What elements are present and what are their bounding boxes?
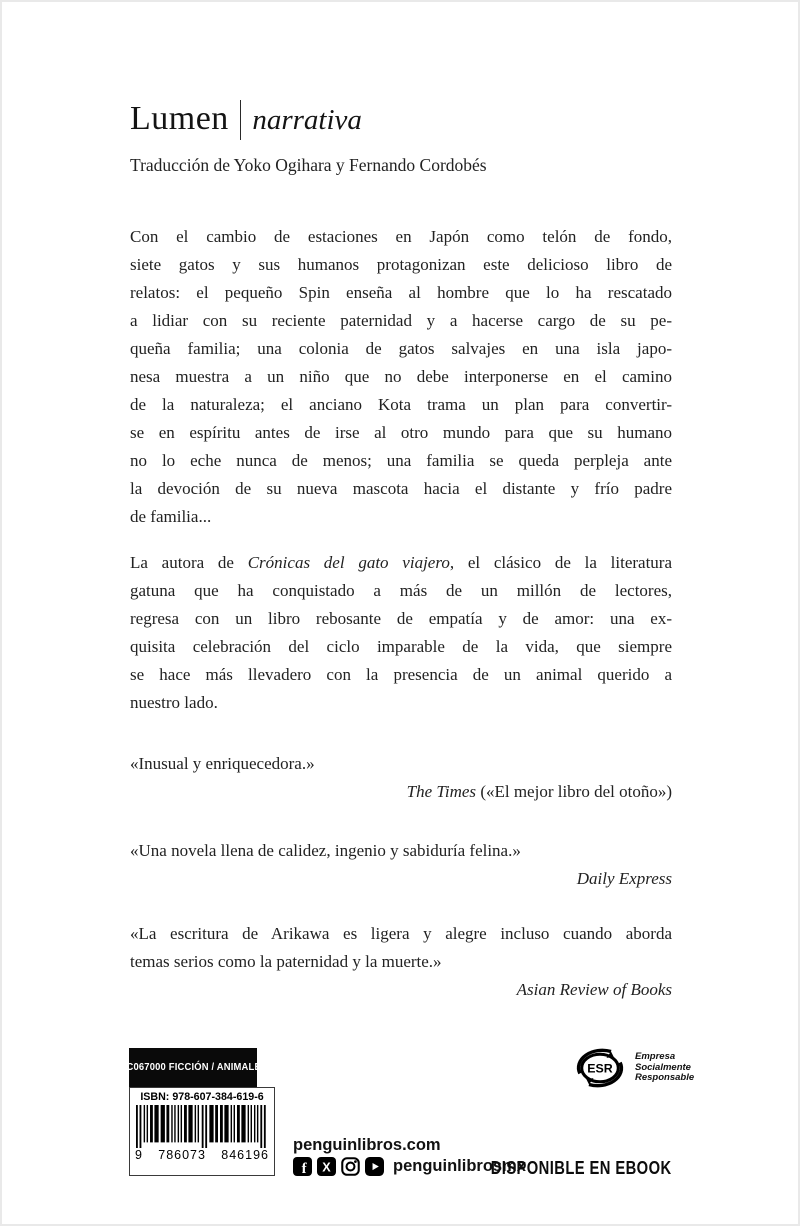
review-quote-text: [130, 837, 672, 865]
svg-text:ESR: ESR: [587, 1061, 613, 1076]
review-quote-line: «Inusual y enriquecedora.»: [130, 754, 315, 773]
text-line: nuestro lado.: [130, 693, 218, 712]
category-code-box: [118, 1048, 268, 1087]
ebook-availability-notice: DISPONIBLE EN EBOOK: [491, 1158, 672, 1178]
book-title-reference: Crónicas del gato viajero: [247, 553, 450, 572]
review-quote-3: [130, 920, 672, 1004]
text-line: se hace más llevadero con la presencia de un animal querido a: [130, 665, 672, 684]
synopsis-paragraph-1: [130, 223, 672, 531]
review-quote-text: [130, 750, 672, 778]
svg-text:X: X: [322, 1160, 331, 1175]
esr-caption-line: Empresa: [635, 1051, 676, 1063]
text-line: se en espíritu antes de irse al otro mundo para que su humano: [130, 423, 672, 442]
text-segment: La autora de: [130, 553, 248, 572]
text-line: gatuna que ha conquistado a más de un millón de lectores,: [130, 581, 672, 600]
review-source-name: Daily Express: [576, 869, 672, 888]
text-line: no lo eche nunca de menos; una familia se queda perpleja ante: [130, 451, 672, 470]
text-line: quisita celebración del ciclo imparable de la vida, que siempre: [130, 637, 672, 656]
x-twitter-icon: [317, 1157, 336, 1176]
isbn-barcode-box: [129, 1087, 275, 1176]
brand-divider: [240, 100, 242, 140]
review-source: [130, 778, 672, 806]
barcode-digit-group: 9: [135, 1148, 143, 1162]
social-handle: penguinlibrosmx: [393, 1157, 526, 1175]
collection-name: narrativa: [252, 104, 362, 136]
review-quote-text: [130, 920, 672, 976]
text-line: regresa con un libro rebosante de empatía y de amor: una ex-: [130, 609, 672, 628]
esr-caption-line: Responsable: [635, 1072, 695, 1084]
barcode-bars: [136, 1105, 268, 1148]
publisher-website: penguinlibros.com: [293, 1136, 441, 1154]
review-source-name: Asian Review of Books: [516, 980, 672, 999]
text-line: Con el cambio de estaciones en Japón como telón de fondo,: [130, 227, 672, 246]
facebook-icon: [293, 1157, 312, 1176]
isbn-label: ISBN: 978-607-384-619-6: [140, 1091, 264, 1103]
text-line: queña familia; una colonia de gatos salvajes en una isla japo-: [130, 339, 672, 358]
review-source-note: («El mejor libro del otoño»): [476, 782, 672, 801]
translation-credit: Traducción de Yoko Ogihara y Fernando Cordobés: [130, 155, 487, 175]
review-source-name: The Times: [406, 782, 477, 801]
review-quote-line: «Una novela llena de calidez, ingenio y sabiduría felina.»: [130, 841, 521, 860]
publisher-logo: Lumen: [130, 100, 229, 137]
text-line: relatos: el pequeño Spin enseña al hombre que lo ha rescatado: [130, 283, 672, 302]
review-source: [130, 976, 672, 1004]
esr-caption: [635, 1052, 694, 1084]
text-line: de la naturaleza; el anciano Kota trama un plan para convertir-: [130, 395, 672, 414]
barcode-digits: [130, 1148, 274, 1162]
text-line: nesa muestra a un niño que no debe interponerse en el camino: [130, 367, 672, 386]
review-quote-1: [130, 750, 672, 806]
text-line: a lidiar con su reciente paternidad y a hacerse cargo de su pe-: [130, 311, 672, 330]
category-code-label: FIC067000 FICCIÓN / ANIMALES: [118, 1062, 268, 1073]
instagram-icon: [341, 1157, 360, 1176]
synopsis-paragraph-2: [130, 549, 672, 717]
review-quote-line: «La escritura de Arikawa es ligera y alegre incluso cuando aborda: [130, 924, 672, 943]
text-line: la devoción de su nueva mascota hacia el distante y frío padre: [130, 479, 672, 498]
esr-certification: [570, 1046, 694, 1090]
barcode-digit-group: 846196: [221, 1148, 269, 1162]
esr-logo-icon: [570, 1046, 630, 1090]
back-cover-text: [130, 223, 672, 1004]
synopsis-paragraph-2-rest: [130, 577, 672, 717]
barcode-digit-group: 786073: [158, 1148, 206, 1162]
text-line-with-title: [130, 549, 672, 577]
youtube-icon: [365, 1157, 384, 1176]
review-source: [130, 865, 672, 893]
svg-text:f: f: [301, 1160, 307, 1176]
review-quote-2: [130, 837, 672, 893]
esr-caption-line: Socialmente: [635, 1061, 691, 1073]
review-quote-line: temas serios como la paternidad y la muerte.»: [130, 952, 442, 971]
text-segment: , el clásico de la literatura: [449, 553, 672, 572]
text-line: de familia...: [130, 507, 212, 526]
publisher-brand: [130, 100, 362, 140]
text-line: siete gatos y sus humanos protagonizan este delicioso libro de: [130, 255, 672, 274]
